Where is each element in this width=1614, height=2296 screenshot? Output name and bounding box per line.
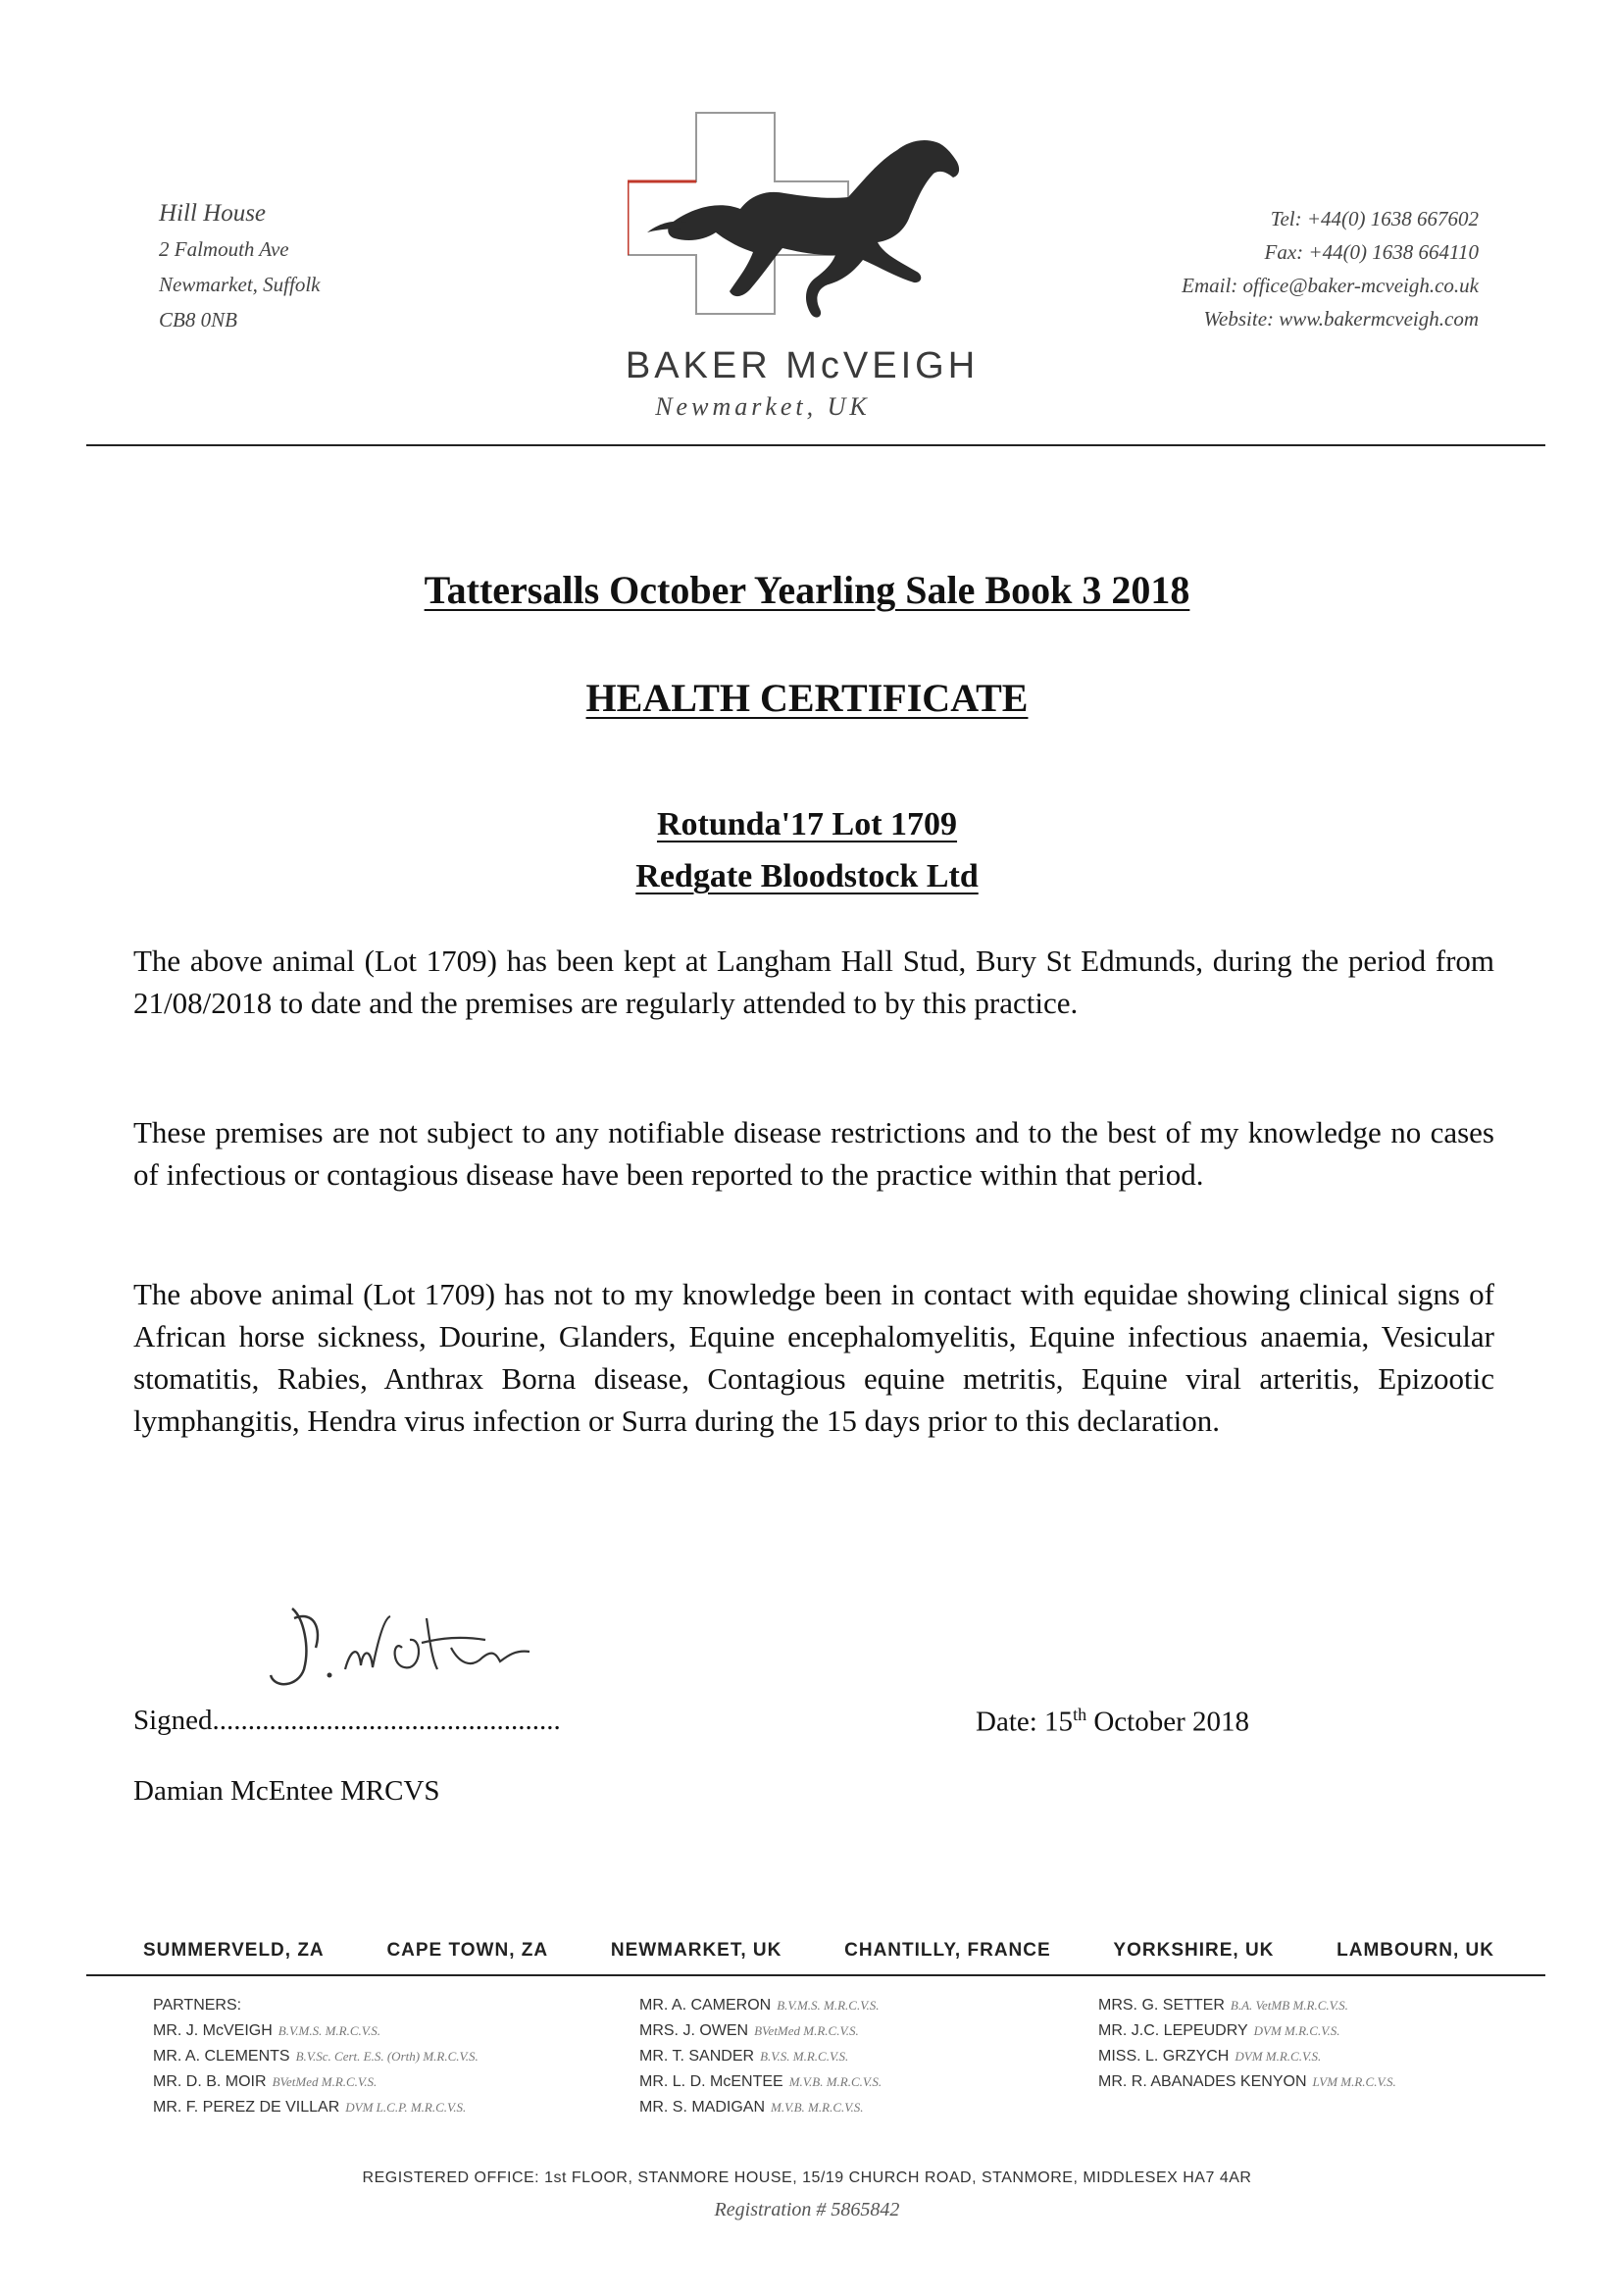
registered-office: REGISTERED OFFICE: 1st FLOOR, STANMORE HOUSE, 15/19 CHURCH ROAD, STANMORE, MIDDLESEX HA7 4AR: [362, 2169, 1252, 2186]
partner-entry: MR. S. MADIGAN M.V.B. M.R.C.V.S.: [639, 2099, 864, 2116]
address-line: Newmarket, Suffolk: [159, 273, 321, 296]
email-line: Email: office@baker-mcveigh.co.uk: [1182, 274, 1479, 297]
contact-block: [1182, 202, 1479, 335]
horse-icon: [668, 140, 959, 318]
lot-title: Rotunda'17 Lot 1709: [656, 806, 958, 842]
vendor-title: Redgate Bloodstock Ltd: [635, 858, 979, 894]
location-item: SUMMERVELD, ZA: [143, 1940, 325, 1961]
website-line: Website: www.bakermcveigh.com: [1203, 307, 1479, 331]
paragraph-declaration: The above animal (Lot 1709) has not to my knowledge been in contact with equidae showing clinical signs of African horse sickness, Dourine, Glanders, Equine encephalomyelitis, Equine infectious anaemia, Vesicular stomatitis, Rabies, Anthrax Borna disease, Contagious equine metritis, Equine viral arteritis, Epizootic lymphangitis, Hendra virus infection or Surra during the 15 days prior to this declaration.: [133, 1277, 1494, 1438]
location-item: CHANTILLY, FRANCE: [844, 1940, 1051, 1961]
partner-entry: MR. J. McVEIGH B.V.M.S. M.R.C.V.S.: [153, 2022, 381, 2039]
partners-label: PARTNERS:: [153, 1997, 242, 2014]
fax-line: Fax: +44(0) 1638 664110: [1264, 240, 1479, 264]
address-line: 2 Falmouth Ave: [159, 237, 289, 261]
partner-entry: MRS. J. OWEN BVetMed M.R.C.V.S.: [639, 2022, 859, 2039]
baker-mcveigh-logo: [628, 103, 1000, 383]
signature-image: [265, 1589, 579, 1697]
partner-entry: MR. D. B. MOIR BVetMed M.R.C.V.S.: [153, 2073, 378, 2090]
brand-name: BAKER McVEIGH: [625, 345, 980, 386]
address-line: CB8 0NB: [159, 308, 237, 332]
partners-column-3: [1098, 1993, 1396, 2095]
location-item: NEWMARKET, UK: [610, 1940, 782, 1961]
partner-entry: MRS. G. SETTER B.A. VetMB M.R.C.V.S.: [1098, 1997, 1348, 2014]
partner-entry: MR. J.C. LEPEUDRY DVM M.R.C.V.S.: [1098, 2022, 1340, 2039]
phone-line: Tel: +44(0) 1638 667602: [1270, 207, 1479, 230]
partner-entry: MR. T. SANDER B.V.S. M.R.C.V.S.: [639, 2048, 849, 2065]
registration-number: Registration # 5865842: [714, 2199, 900, 2220]
signed-line: Signed.................................................: [133, 1705, 561, 1736]
certificate-title: HEALTH CERTIFICATE: [585, 676, 1029, 720]
paragraph-premises: The above animal (Lot 1709) has been kept at Langham Hall Stud, Bury St Edmunds, during the period from 21/08/2018 to date and the premises are regularly attended to by this practice.: [133, 944, 1494, 1020]
partner-entry: MISS. L. GRZYCH DVM M.R.C.V.S.: [1098, 2048, 1322, 2065]
paragraph-restrictions: These premises are not subject to any notifiable disease restrictions and to the best of my knowledge no cases of infectious or contagious disease have been reported to the practice within that period.: [133, 1115, 1494, 1192]
partner-entry: MR. A. CLEMENTS B.V.Sc. Cert. E.S. (Orth) M.R.C.V.S.: [153, 2048, 479, 2065]
partners-column-1: [153, 1993, 479, 2120]
sale-title: Tattersalls October Yearling Sale Book 3 2018: [424, 568, 1190, 612]
partner-entry: MR. A. CAMERON B.V.M.S. M.R.C.V.S.: [639, 1997, 880, 2014]
partners-column-2: [639, 1993, 882, 2120]
location-item: CAPE TOWN, ZA: [386, 1940, 549, 1961]
partner-entry: MR. R. ABANADES KENYON LVM M.R.C.V.S.: [1098, 2073, 1396, 2090]
footer-divider: [86, 1974, 1545, 1976]
partner-entry: MR. F. PEREZ DE VILLAR DVM L.C.P. M.R.C.V.S.: [153, 2099, 467, 2116]
date-line: Date: 15th October 2018: [976, 1705, 1249, 1738]
brand-location: Newmarket, UK: [655, 392, 871, 421]
office-locations: [143, 1940, 1494, 1962]
address-block: [159, 196, 320, 337]
header-divider: [86, 444, 1545, 446]
location-item: LAMBOURN, UK: [1337, 1940, 1494, 1961]
partner-entry: MR. L. D. McENTEE M.V.B. M.R.C.V.S.: [639, 2073, 883, 2090]
signer-name: Damian McEntee MRCVS: [133, 1775, 440, 1807]
location-item: YORKSHIRE, UK: [1113, 1940, 1275, 1961]
address-line: Hill House: [159, 200, 267, 227]
